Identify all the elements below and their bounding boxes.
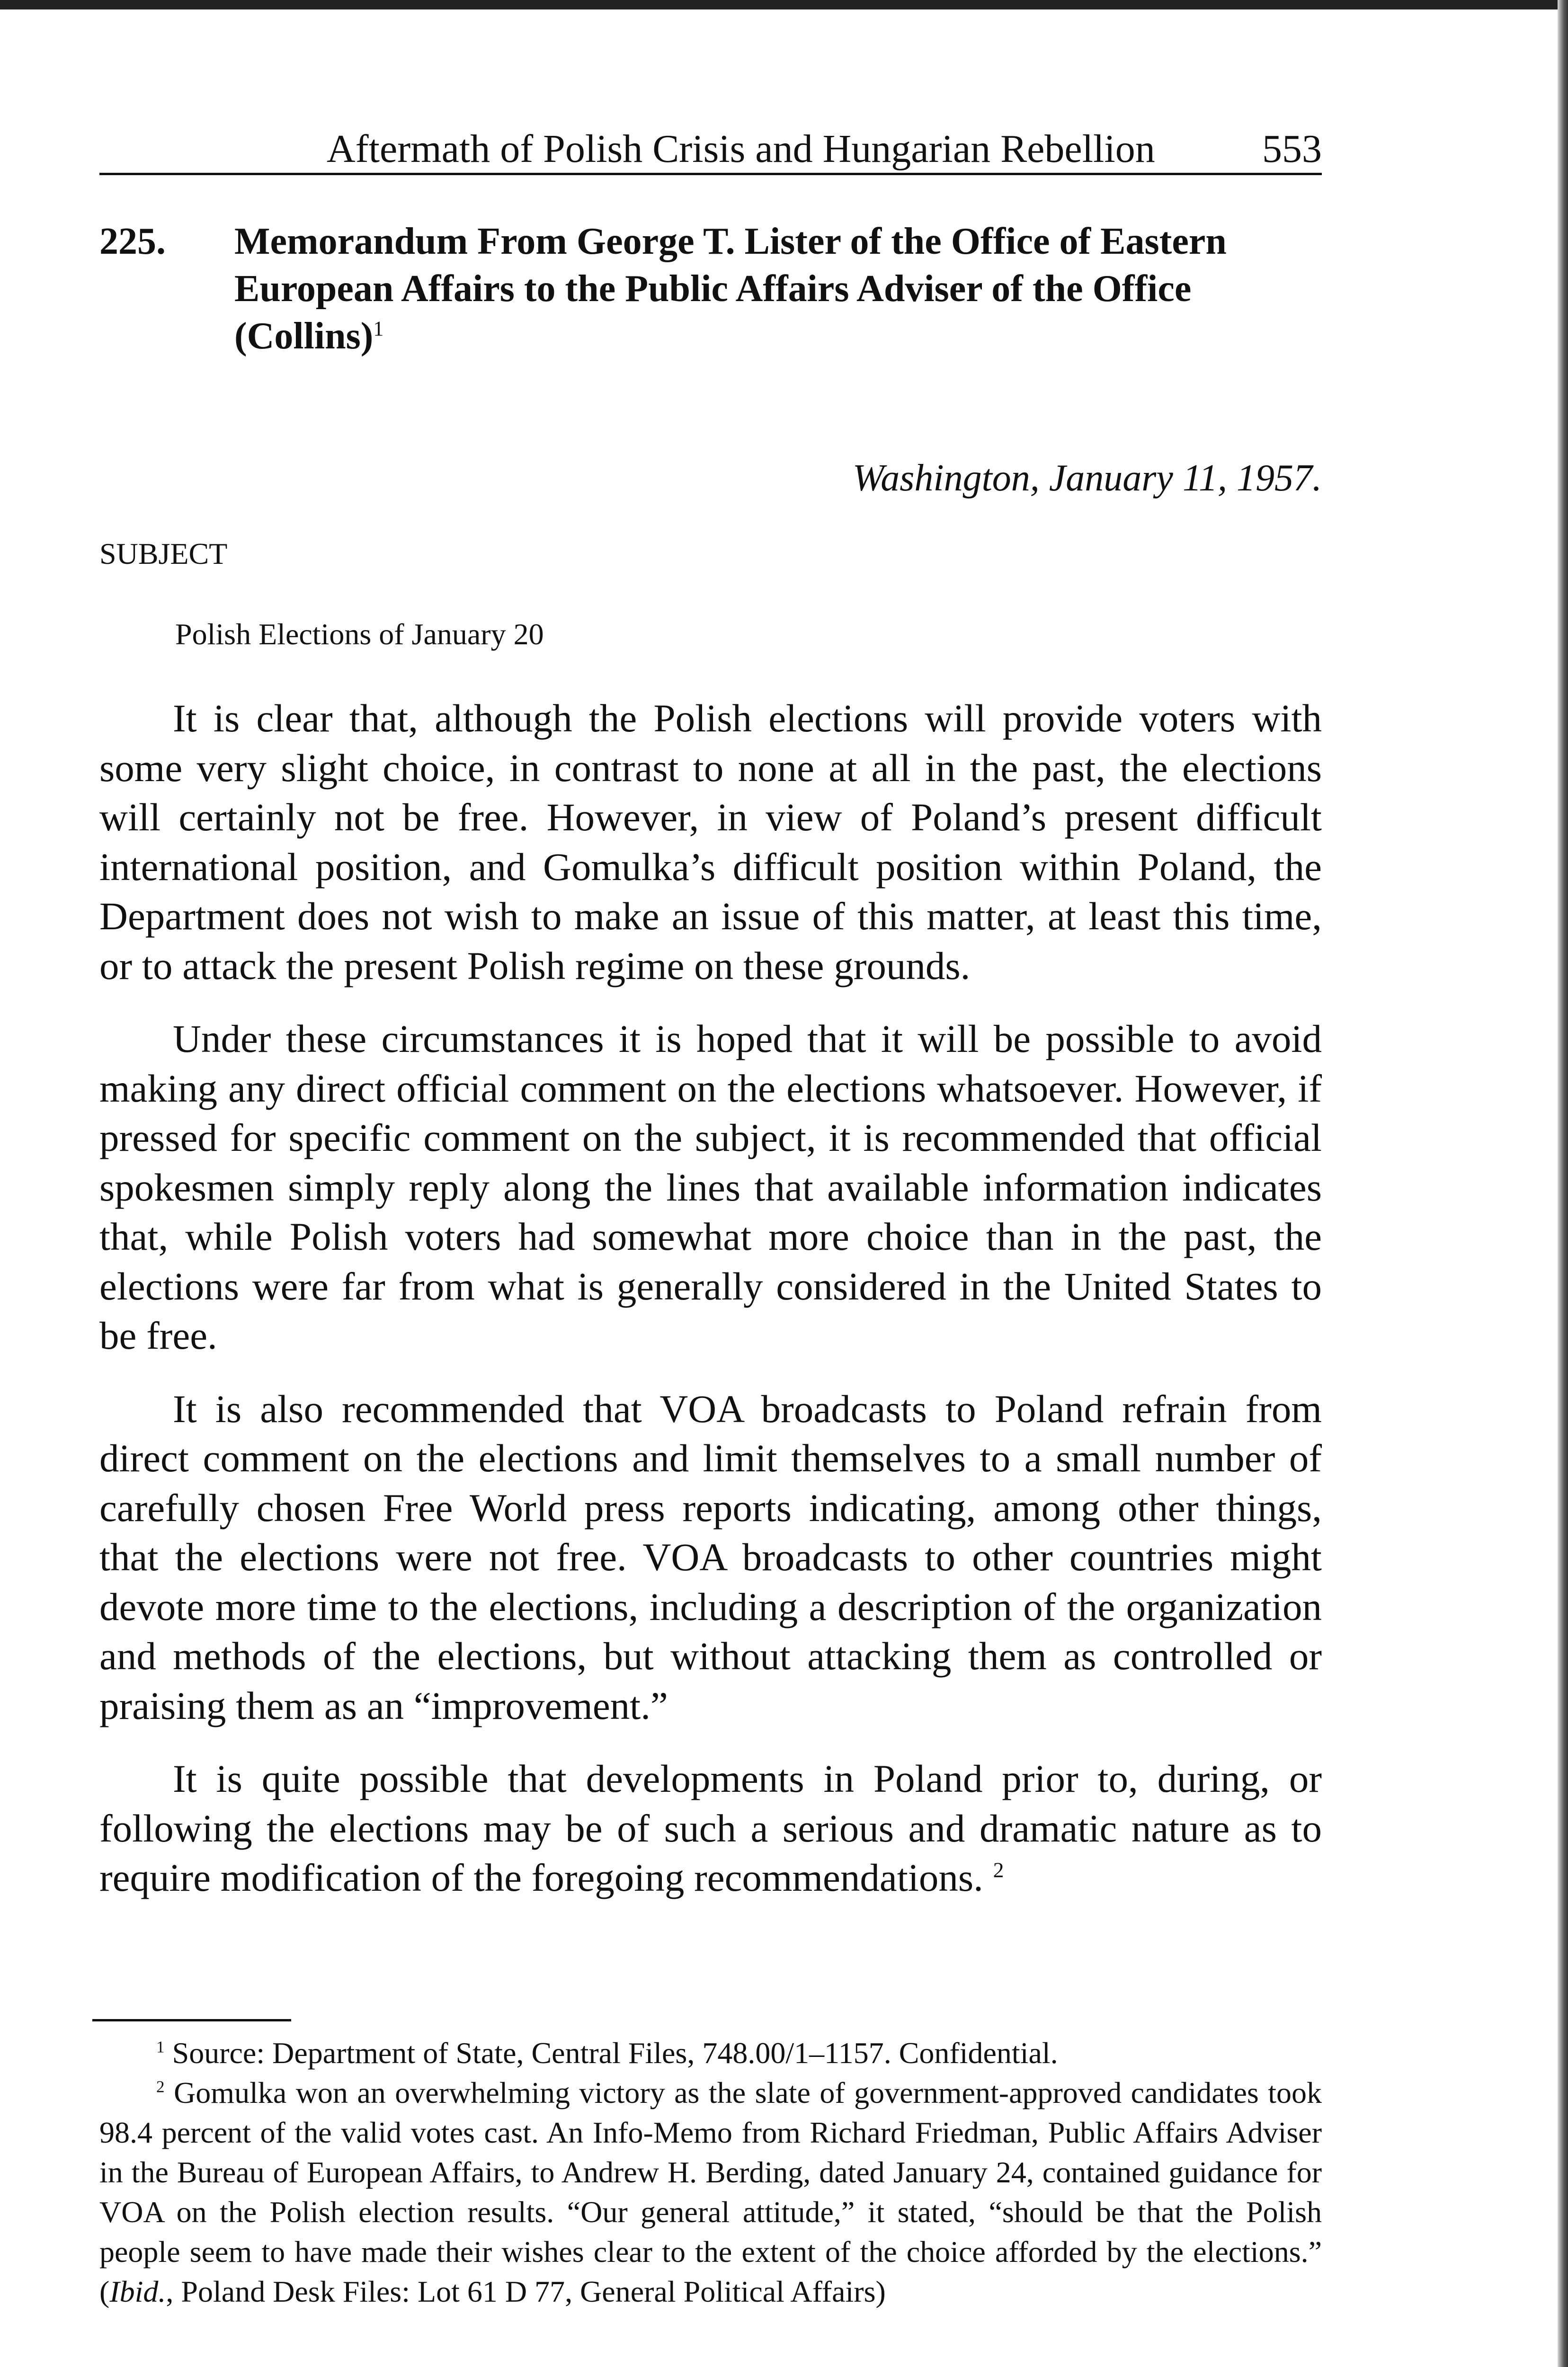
footnote-ref-2: 2: [993, 1858, 1004, 1882]
page-number: 553: [1262, 127, 1322, 171]
document-number: 225.: [99, 221, 166, 262]
footnote-2-ibid: Ibid.: [109, 2275, 166, 2308]
document-title-text: Memorandum From George T. Lister of the Office of Eastern European Affairs to the Public Affairs Adviser of the Office (Collins): [234, 221, 1227, 357]
footnote-1: [99, 2033, 1322, 2073]
memo-body: [99, 694, 1322, 1926]
body-paragraph-4-text: It is quite possible that developments in Poland prior to, during, or following the elections may be of such a serious and dramatic nature as to require modification of the foregoing recommendations.: [99, 1757, 1322, 1899]
footnote-1-text: Source: Department of State, Central Files, 748.00/1–1157. Confidential.: [172, 2036, 1058, 2070]
footnote-2-marker: 2: [156, 2077, 165, 2096]
document-title: [234, 218, 1323, 360]
footnote-2-text: Gomulka won an overwhelming victory as the slate of government-approved candidates took 98.4 percent of the valid votes cast. An Info-Memo from Richard Friedman, Public Affairs Adviser in the Bureau of European Affairs, to Andrew H. Berding, dated January 24, contained guidance for VOA on the Polish election results. “Our general attitude,” it stated, “should be that the Polish people seem to have made their wishes clear to the extent of the choice afforded by the elections.” (: [99, 2076, 1322, 2308]
body-paragraph-4: [99, 1754, 1322, 1903]
running-header-title: Aftermath of Polish Crisis and Hungarian Rebellion: [327, 127, 1155, 171]
running-header: [99, 121, 1322, 178]
footnote-2-tail: , Poland Desk Files: Lot 61 D 77, General Political Affairs): [166, 2275, 886, 2308]
footnote-2: [99, 2073, 1322, 2312]
body-paragraph-1: It is clear that, although the Polish elections will provide voters with some very slight choice, in contrast to none at all in the past, the elections will certainly not be free. However, in view of Poland’s present difficult international position, and Gomulka’s difficult position within Poland, the Department does not wish to make an issue of this matter, at least this time, or to attack the present Polish regime on these grounds.: [99, 696, 1322, 988]
footnote-rule: [92, 2019, 291, 2021]
footnote-1-marker: 1: [156, 2038, 165, 2056]
footnotes: [99, 2033, 1322, 2312]
dateline: Washington, January 11, 1957.: [852, 457, 1322, 499]
header-rule: [99, 173, 1322, 175]
scan-right-edge: [1558, 0, 1568, 2367]
scan-top-border: [0, 0, 1568, 9]
body-paragraph-2: Under these circumstances it is hoped that it will be possible to avoid making any direct official comment on the elections whatsoever. However, if pressed for specific comment on the subject, it is recommended that official spokesmen simply reply along the lines that available information indicates that, while Polish voters had somewhat more choice than in the past, the elections were far from what is generally considered in the United States to be free.: [99, 1017, 1322, 1357]
subject-label: SUBJECT: [99, 537, 228, 570]
body-paragraph-3: It is also recommended that VOA broadcasts to Poland refrain from direct comment on the elections and limit themselves to a small number of carefully chosen Free World press reports indicating, among other things, that the elections were not free. VOA broadcasts to other countries might devote more time to the elections, including a description of the organization and methods of the elections, but without attacking them as controlled or praising them as an “improvement.”: [99, 1387, 1322, 1727]
subject-text: Polish Elections of January 20: [175, 617, 544, 651]
footnote-ref-1: 1: [373, 317, 384, 340]
